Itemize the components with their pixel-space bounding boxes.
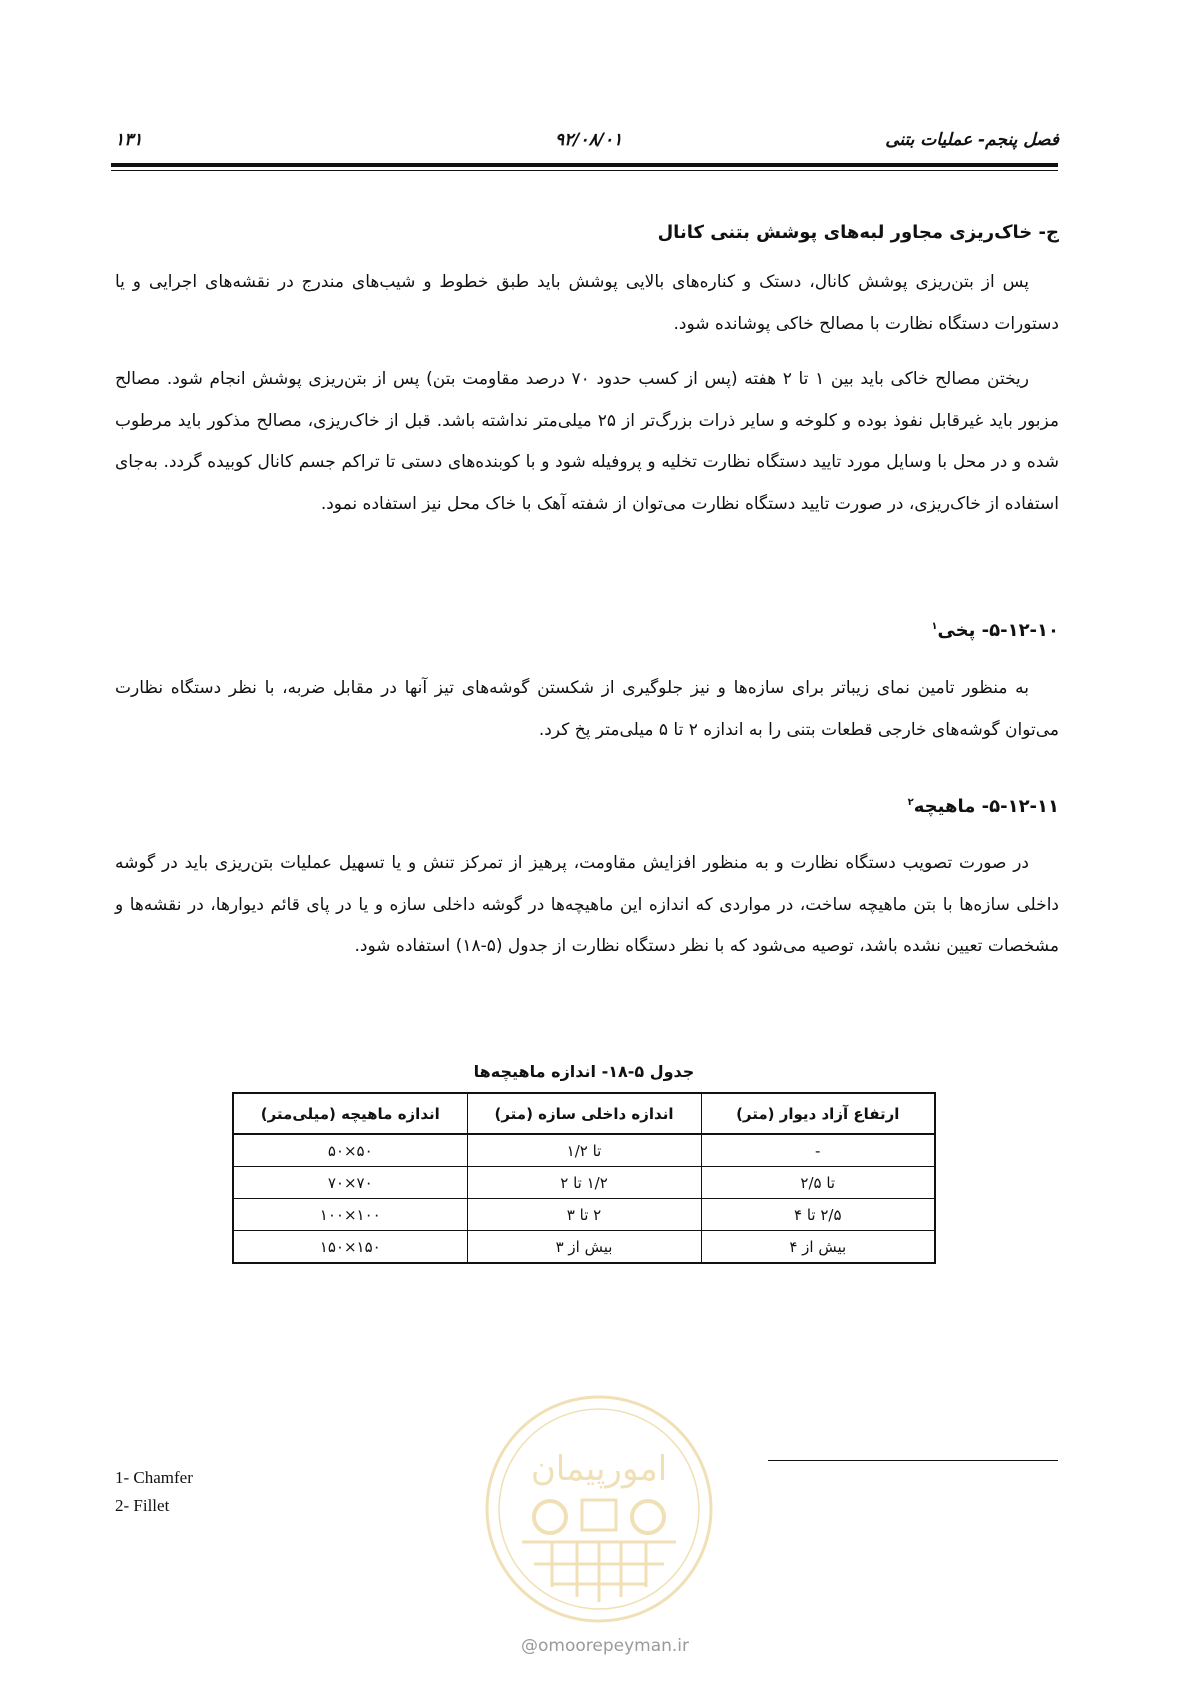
watermark-logo-icon <box>482 1392 716 1626</box>
watermark-logo-text: امورپیمان <box>530 1449 668 1489</box>
chamfer-heading-text: ۵-۱۲-۱۰- پخی <box>937 620 1059 641</box>
chamfer-paragraph: به منظور تامین نمای زیباتر برای سازه‌ها و نیز جلوگیری از شکستن گوشه‌های تیز آنها در مقابل ضربه، با نظر دستگاه نظارت می‌توان گوشه‌های خارجی قطعات بتنی را به اندازه ۲ تا ۵ میلی‌متر پخ کرد. <box>115 678 1059 740</box>
fillet-size-table <box>232 1092 936 1264</box>
table-cell: بیش از ۴ <box>701 1231 935 1264</box>
fillet-heading <box>908 796 1059 817</box>
chapter-title: فصل پنجم- عملیات بتنی <box>885 130 1059 150</box>
table-cell: ۱/۲ تا ۲ <box>467 1167 701 1199</box>
watermark-url: @omoorepeyman.ir <box>520 1636 690 1656</box>
table-row <box>233 1231 935 1264</box>
footnote-2: 2- Fillet <box>115 1496 170 1515</box>
footnote-ref-2: ۲ <box>907 797 914 808</box>
table-header-cell: اندازه ماهیچه (میلی‌متر) <box>233 1093 467 1134</box>
table-cell: ۲ تا ۳ <box>467 1199 701 1231</box>
header-rule-thick <box>111 163 1058 167</box>
fillet-paragraph: در صورت تصویب دستگاه نظارت و به منظور افزایش مقاومت، پرهیز از تمرکز تنش و یا تسهیل عملیات بتن‌ریزی باید در گوشه داخلی سازه‌ها با بتن ماهیچه ساخت، در مواردی که اندازه این ماهیچه‌ها در گوشه داخلی سازه و یا در پای قائم دیوارها، در نقشه‌ها و مشخصات تعیین نشده باشد، توصیه می‌شود که با نظر دستگاه نظارت از جدول (۵-۱۸) استفاده شود. <box>115 853 1059 956</box>
table-cell: ۱۵۰×۱۵۰ <box>233 1231 467 1264</box>
table-cell: تا ۱/۲ <box>467 1134 701 1167</box>
table-cell: ۵۰×۵۰ <box>233 1134 467 1167</box>
chamfer-heading <box>931 620 1059 641</box>
table-row <box>233 1199 935 1231</box>
footnote-ref-1: ۱ <box>931 621 938 632</box>
table-row <box>233 1167 935 1199</box>
table-header-cell: ارتفاع آزاد دیوار (متر) <box>701 1093 935 1134</box>
section-c-paragraph-1: پس از بتن‌ریزی پوشش کانال، دستک و کناره‌های بالایی پوشش باید طبق خطوط و شیب‌های مندرج در نقشه‌های اجرایی و یا دستورات دستگاه نظارت با مصالح خاکی پوشانده شود. <box>115 272 1059 334</box>
table-header-cell: اندازه داخلی سازه (متر) <box>467 1093 701 1134</box>
fillet-heading-text: ۵-۱۲-۱۱- ماهیچه <box>913 796 1059 817</box>
table-caption: جدول ۵-۱۸- اندازه ماهیچه‌ها <box>473 1062 695 1081</box>
footnote-1: 1- Chamfer <box>115 1468 193 1487</box>
section-c-paragraph-2: ریختن مصالح خاکی باید بین ۱ تا ۲ هفته (پس از کسب حدود ۷۰ درصد مقاومت بتن) پس از بتن‌ریزی پوشش انجام شود. مصالح مزبور باید غیرقابل نفوذ بوده و کلوخه و سایر ذرات بزرگ‌تر از ۲۵ میلی‌متر نداشته باشد. قبل از خاک‌ریزی، مصالح مذکور باید مرطوب شده و در محل با وسایل مورد تایید دستگاه نظارت تخلیه و پروفیله شود و با کوبنده‌های دستی تا تراکم جسم کانال کوبیده گردد. به‌جای استفاده از خاک‌ریزی، در صورت تایید دستگاه نظارت می‌توان از شفته آهک با خاک محل نیز استفاده نمود. <box>115 369 1060 514</box>
table-cell: ۷۰×۷۰ <box>233 1167 467 1199</box>
table-cell: بیش از ۳ <box>467 1231 701 1264</box>
table-row <box>233 1134 935 1167</box>
document-code: ۹۲/۰۸/۰۱ <box>555 130 623 150</box>
table-cell: تا ۲/۵ <box>701 1167 935 1199</box>
table-cell: ۱۰۰×۱۰۰ <box>233 1199 467 1231</box>
table-header-row <box>233 1093 935 1134</box>
page-number: ۱۳۱ <box>115 130 143 150</box>
table-cell: - <box>701 1134 935 1167</box>
footnote-divider <box>768 1460 1058 1461</box>
header-rule-thin <box>111 170 1058 171</box>
table-cell: ۲/۵ تا ۴ <box>701 1199 935 1231</box>
section-c-heading: ج- خاک‌ریزی مجاور لبه‌های پوشش بتنی کانال <box>657 222 1059 243</box>
